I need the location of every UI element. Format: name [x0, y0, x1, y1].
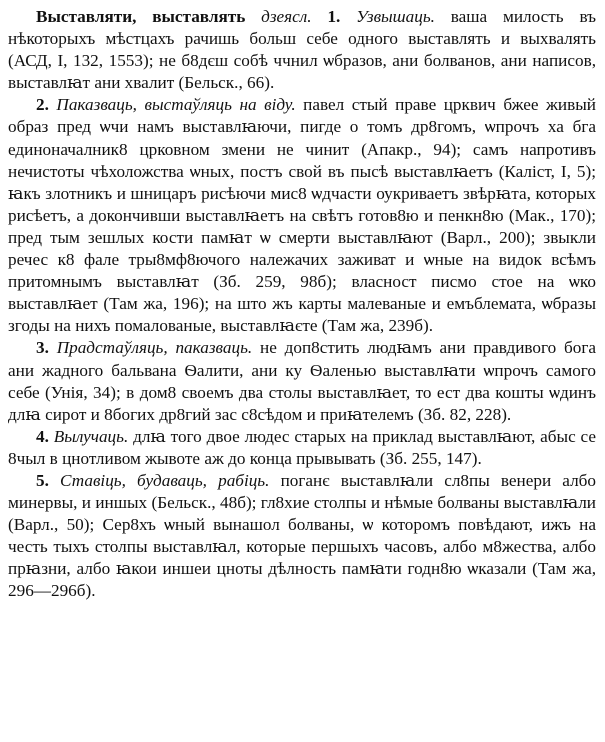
sense-gloss: Паказваць, выстаўляць на віду.: [56, 95, 296, 115]
sense-citations: ваша милость въ нѣкоторыхъ мѣстцахъ рачишь больш себе одного выставлять и выхвалять (АСД, I, 132, 1553); не б8дєш собѣ ччнил ѡбразов, ани болванов, ани написов, выставлꙗт ани хвалит (Бельск., 66).: [8, 7, 597, 93]
dictionary-page: [8, 6, 596, 738]
sense-citations: поганє выставлꙗли сл8пы венери албо минервы, и иншых (Бельск., 48б); гл8хие столпы и нѣмые болваны выставлꙗли (Варл., 50); Сер8хъ ѡный вынашол болваны, ѡ которомъ повѣдают, ижъ на честь тыхъ столпы выставлꙗл, которые першыхъ часовъ, албо м8жества, албо прꙗзни, албо ꙗкои иншеи цноты дѣлность памꙗти годн8ю ѡказали (Там жа, 296—296б).: [8, 470, 597, 601]
sense-citations: длꙗ того двое людес старых на приклад выставлꙗют, абыс се 8чыл в цнотливом жывоте аж до конца прывывать (Зб. 255, 147).: [8, 426, 597, 468]
entry-sense-5: [8, 470, 596, 603]
sense-gloss: Вылучаць.: [53, 426, 129, 446]
sense-gloss: Ставіць, будаваць, рабіць.: [60, 470, 270, 490]
entry-headword: Выставляти, выставлять: [36, 7, 246, 26]
sense-citations: павел стый праве црквич бжее живый образ пред ѡчи намъ выставлꙗючи, пигде о томъ др8гомъ, ѡпрочъ ха бга единоначалник8 црковном змени не чинит (Апакр., 94); самъ напротивъ нечистоты чѣхоложства ѡных, постъ свой въ пысѣ выставлꙗетъ (Каліст, I, 5); ꙗкъ злотникъ и шницаръ рисѣючи мис8 ѡдчасти оукриваетъ звѣрꙗта, которых рисѣетъ, а докончивши выставлꙗетъ на свѣтъ готов8ю и пенкн8ю (Мак., 170); пред тым зешлых кости памꙗт ѡ смерти выставлꙗют (Варл., 200); звыкли речес к8 фале тры8мф8ючого належачих заживат и ѡные на видок всѣмъ притомнымъ выставлꙗт (Зб. 259, 98б); власност писмо стое на ѡко выставлꙗет (Там жа, 196); на што жъ карты малеваные и емъблемата, ѡбразы згоды на нихъ помалованые, выставлꙗєте (Там жа, 239б).: [8, 95, 596, 336]
sense-number: 3.: [36, 338, 49, 358]
entry-sense-3: [8, 337, 596, 425]
sense-number: 2.: [36, 95, 49, 115]
sense-number: 4.: [36, 426, 49, 446]
entry-grammar-label: дзеясл.: [261, 7, 312, 26]
sense-citations: не доп8стить людꙗмъ ани правдивого бога ани жадного бальвана Ѳалити, ани ку Ѳаленью выставлꙗти ѡпрочъ самого себе (Унія, 34); в дом8 своемъ два столы выставлꙗет, то ест два кошты ѡдинъ длꙗ сирот и 8богих др8гий зас с8сѣдом и приꙗтелемъ (Зб. 82, 228).: [8, 338, 597, 424]
sense-gloss: Узвышаць.: [356, 7, 435, 26]
entry-sense-4: [8, 426, 596, 470]
sense-gloss: Прадстаўляць, паказваць.: [56, 338, 253, 358]
sense-number: 1.: [327, 7, 341, 26]
entry-sense-1: [8, 6, 596, 94]
sense-number: 5.: [36, 470, 49, 490]
entry-sense-2: [8, 94, 596, 337]
